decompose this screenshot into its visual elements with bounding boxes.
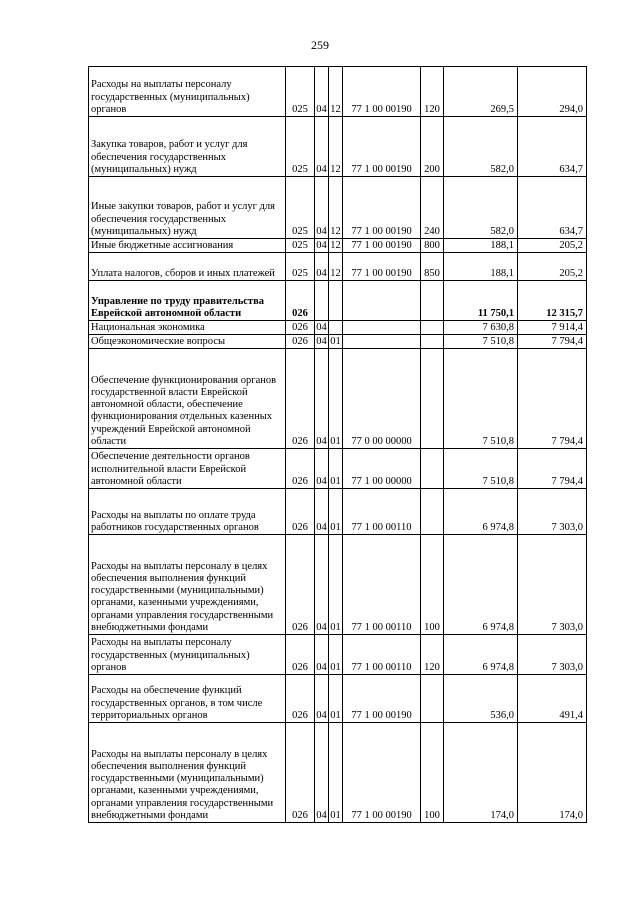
cell-y2: 205,2 [518, 239, 587, 253]
cell-name: Иные бюджетные ассигнования [89, 239, 286, 253]
cell-csr [343, 281, 421, 321]
cell-csr: 77 0 00 00000 [343, 349, 421, 449]
cell-y1: 174,0 [444, 723, 518, 823]
cell-name: Расходы на выплаты персоналу в целях обеспечения выполнения функций государственными (муниципальными) органами, казенными учреждениями, органами управления государственными внебюджетными фондами [89, 535, 286, 635]
cell-csr: 77 1 00 00190 [343, 67, 421, 117]
table-row [89, 489, 587, 535]
cell-y1: 11 750,1 [444, 281, 518, 321]
table-row [89, 723, 587, 823]
table-row [89, 177, 587, 239]
cell-rz: 04 [315, 675, 329, 723]
cell-pr: 01 [329, 675, 343, 723]
cell-name: Национальная экономика [89, 321, 286, 335]
cell-rz: 04 [315, 253, 329, 281]
table-row [89, 281, 587, 321]
table-row [89, 535, 587, 635]
cell-csr: 77 1 00 00000 [343, 449, 421, 489]
cell-pr [329, 321, 343, 335]
cell-y2: 205,2 [518, 253, 587, 281]
cell-y2: 7 794,4 [518, 449, 587, 489]
cell-name: Расходы на выплаты персоналу государственных (муниципальных) органов [89, 635, 286, 675]
cell-y2: 7 794,4 [518, 349, 587, 449]
cell-vr [421, 449, 444, 489]
cell-pr: 01 [329, 723, 343, 823]
cell-rz: 04 [315, 723, 329, 823]
table-row [89, 635, 587, 675]
cell-y2: 634,7 [518, 177, 587, 239]
cell-ved: 026 [286, 535, 315, 635]
cell-y1: 582,0 [444, 177, 518, 239]
cell-vr: 100 [421, 535, 444, 635]
cell-ved: 026 [286, 635, 315, 675]
cell-pr: 12 [329, 177, 343, 239]
cell-pr: 01 [329, 349, 343, 449]
cell-ved: 026 [286, 321, 315, 335]
cell-pr: 12 [329, 117, 343, 177]
cell-ved: 025 [286, 177, 315, 239]
cell-y1: 6 974,8 [444, 489, 518, 535]
cell-y2: 491,4 [518, 675, 587, 723]
cell-ved: 026 [286, 723, 315, 823]
cell-vr [421, 281, 444, 321]
cell-csr [343, 321, 421, 335]
cell-name: Иные закупки товаров, работ и услуг для обеспечения государственных (муниципальных) нужд [89, 177, 286, 239]
cell-rz: 04 [315, 635, 329, 675]
cell-csr: 77 1 00 00190 [343, 723, 421, 823]
cell-y2: 7 303,0 [518, 489, 587, 535]
cell-y1: 188,1 [444, 239, 518, 253]
cell-ved: 026 [286, 489, 315, 535]
cell-name: Закупка товаров, работ и услуг для обеспечения государственных (муниципальных) нужд [89, 117, 286, 177]
table-row [89, 449, 587, 489]
cell-pr: 01 [329, 535, 343, 635]
cell-vr: 120 [421, 635, 444, 675]
cell-name: Управление по труду правительства Еврейской автономной области [89, 281, 286, 321]
cell-pr: 12 [330, 239, 341, 251]
budget-table [88, 66, 587, 823]
cell-rz: 04 [316, 239, 327, 251]
table-row [89, 335, 587, 349]
cell-rz: 04 [316, 335, 327, 347]
cell-rz: 04 [315, 117, 329, 177]
page-number: 259 [311, 38, 329, 52]
cell-ved: 025 [286, 239, 315, 253]
cell-ved: 025 [286, 67, 315, 117]
cell-y1: 7 630,8 [444, 321, 518, 335]
cell-csr: 77 1 00 00190 [343, 239, 421, 253]
cell-y2: 7 914,4 [518, 321, 587, 335]
cell-pr: 01 [329, 489, 343, 535]
cell-rz: 04 [315, 449, 329, 489]
table-row [89, 253, 587, 281]
cell-ved: 025 [286, 117, 315, 177]
cell-ved: 026 [286, 449, 315, 489]
cell-rz: 04 [315, 535, 329, 635]
cell-y1: 582,0 [444, 117, 518, 177]
cell-pr: 01 [329, 449, 343, 489]
cell-rz: 04 [315, 349, 329, 449]
cell-csr: 77 1 00 00190 [343, 675, 421, 723]
cell-name: Расходы на выплаты персоналу государственных (муниципальных) органов [89, 67, 286, 117]
table-row [89, 321, 587, 335]
cell-name: Расходы на обеспечение функций государственных органов, в том числе территориальных органов [89, 675, 286, 723]
cell-y1: 6 974,8 [444, 635, 518, 675]
cell-ved: 026 [286, 281, 315, 321]
cell-y1: 7 510,8 [444, 349, 518, 449]
cell-vr: 100 [421, 723, 444, 823]
cell-pr: 12 [329, 253, 343, 281]
cell-rz: 04 [315, 177, 329, 239]
cell-rz: 04 [316, 321, 327, 333]
cell-vr [421, 349, 444, 449]
cell-y2: 7 303,0 [518, 635, 587, 675]
cell-csr: 77 1 00 00190 [343, 253, 421, 281]
cell-ved: 026 [286, 675, 315, 723]
cell-ved: 026 [286, 335, 315, 349]
cell-name: Обеспечение функционирования органов государственной власти Еврейской автономной области, обеспечение функционирования отдельных казенных учреждений Еврейской автономной области [89, 349, 286, 449]
cell-vr [421, 675, 444, 723]
cell-pr: 01 [329, 635, 343, 675]
cell-vr [421, 321, 444, 335]
cell-y1: 7 510,8 [444, 335, 518, 349]
cell-pr: 12 [329, 67, 343, 117]
cell-name: Обеспечение деятельности органов исполнительной власти Еврейской автономной области [89, 449, 286, 489]
cell-y2: 174,0 [518, 723, 587, 823]
cell-y2: 294,0 [518, 67, 587, 117]
cell-y2: 634,7 [518, 117, 587, 177]
cell-name: Общеэкономические вопросы [89, 335, 286, 349]
cell-csr: 77 1 00 00110 [343, 635, 421, 675]
cell-ved: 025 [286, 253, 315, 281]
cell-y1: 7 510,8 [444, 449, 518, 489]
cell-vr: 120 [421, 67, 444, 117]
cell-vr [421, 489, 444, 535]
cell-vr: 850 [421, 253, 444, 281]
cell-name: Уплата налогов, сборов и иных платежей [89, 253, 286, 281]
cell-csr [343, 335, 421, 349]
cell-vr: 800 [421, 239, 444, 253]
cell-y2: 7 794,4 [518, 335, 587, 349]
cell-vr: 240 [421, 177, 444, 239]
cell-y1: 269,5 [444, 67, 518, 117]
cell-y1: 6 974,8 [444, 535, 518, 635]
cell-csr: 77 1 00 00110 [343, 489, 421, 535]
cell-rz [315, 281, 329, 321]
cell-rz: 04 [315, 489, 329, 535]
cell-vr: 200 [421, 117, 444, 177]
cell-pr: 01 [330, 335, 341, 347]
cell-y1: 188,1 [444, 253, 518, 281]
cell-csr: 77 1 00 00190 [343, 177, 421, 239]
cell-csr: 77 1 00 00190 [343, 117, 421, 177]
cell-vr [421, 335, 444, 349]
table-row [89, 117, 587, 177]
cell-ved: 026 [286, 349, 315, 449]
cell-name: Расходы на выплаты по оплате труда работников государственных органов [89, 489, 286, 535]
table-row [89, 349, 587, 449]
cell-y1: 536,0 [444, 675, 518, 723]
cell-rz: 04 [315, 67, 329, 117]
cell-csr: 77 1 00 00110 [343, 535, 421, 635]
table-row [89, 239, 587, 253]
cell-y2: 12 315,7 [518, 281, 587, 321]
cell-name: Расходы на выплаты персоналу в целях обеспечения выполнения функций государственными (муниципальными) органами, казенными учреждениями, органами управления государственными внебюджетными фондами [89, 723, 286, 823]
table-row [89, 675, 587, 723]
cell-y2: 7 303,0 [518, 535, 587, 635]
table-row [89, 67, 587, 117]
cell-pr [329, 281, 343, 321]
